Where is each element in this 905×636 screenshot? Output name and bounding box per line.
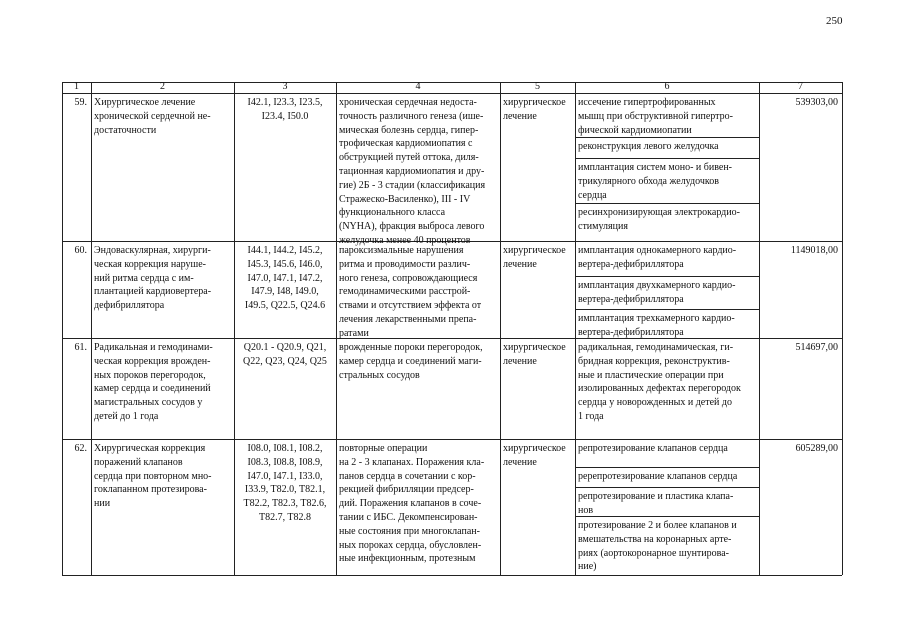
patient-model-line: мическая болезнь сердца, гипер-: [339, 124, 479, 136]
treatment-method-line: радикальная, гемодинамическая, ги-: [578, 342, 734, 353]
method-divider: [575, 276, 759, 277]
treatment-method-line: сердца: [578, 189, 607, 201]
treatment-method-line: мышц при обструктивной гипертро-: [578, 110, 733, 122]
method-divider: [575, 158, 759, 159]
patient-model-line: врожденные пороки перегородок,: [339, 342, 483, 353]
treatment-method-line: протезирование 2 и более клапанов и: [578, 520, 737, 531]
column-border: [575, 82, 576, 575]
patient-model-line: ных пороках сердца, обусловлен-: [339, 539, 482, 551]
treatment-type-line: хирургическое: [503, 443, 566, 454]
patient-model-line: ствами и отсутствием эффекта от: [339, 300, 482, 312]
column-header: 4: [415, 81, 421, 92]
treatment-method-line: нов: [578, 504, 594, 516]
care-type-line: нии: [94, 498, 111, 510]
patient-model-line: на 2 - 3 клапанах. Поражения кла-: [339, 456, 485, 468]
patient-model-line: ритма и проводимости различ-: [339, 258, 471, 270]
icd-code-line: Q22, Q23, Q24, Q25: [243, 355, 327, 367]
treatment-method-line: ние): [578, 561, 597, 573]
patient-model-line: панов сердца в сочетании с кор-: [339, 470, 476, 482]
treatment-method-line: имплантация систем моно- и бивен-: [578, 162, 732, 173]
care-type-line: камер сердца и соединений: [94, 383, 211, 395]
row-number: 60.: [74, 245, 87, 256]
icd-code-line: I49.5, Q22.5, Q24.6: [244, 300, 326, 312]
icd-code-line: Q20.1 - Q20.9, Q21,: [243, 342, 327, 353]
treatment-type-line: хирургическое: [503, 245, 566, 256]
treatment-method-line: репротезирование клапанов сердца: [578, 443, 728, 454]
treatment-method-line: трикулярного обхода желудочков: [578, 175, 719, 187]
patient-model-line: рекцией фибрилляции предсер-: [339, 484, 474, 496]
patient-model-line: Стражеско-Василенко), III - IV: [339, 193, 471, 205]
patient-model-line: камер сердца и соединений маги-: [339, 355, 482, 367]
column-border: [759, 82, 760, 575]
column-header: 6: [664, 81, 670, 92]
care-type-line: поражений клапанов: [94, 456, 183, 468]
icd-code-line: I42.1, I23.3, I23.5,: [247, 97, 323, 108]
care-type-line: ний ритма сердца с им-: [94, 272, 194, 284]
care-type-line: плантацией кардиовертера-: [94, 286, 212, 298]
treatment-method-line: бридная коррекция, реконструктив-: [578, 355, 730, 367]
care-type-line: ческая коррекция врожден-: [94, 355, 211, 367]
icd-code-line: I45.3, I45.6, I46.0,: [247, 258, 323, 270]
column-header: 7: [798, 81, 803, 92]
patient-model-line: тании с ИБС. Декомпенсирован-: [339, 512, 478, 523]
treatment-method-line: реконструкция левого желудочка: [578, 141, 719, 152]
icd-code-line: I47.0, I47.1, I33.0,: [247, 470, 323, 482]
treatment-type-line: хирургическое: [503, 97, 566, 108]
care-type-line: Эндоваскулярная, хирурги-: [94, 245, 211, 256]
treatment-method-line: фической кардиомиопатии: [578, 124, 692, 136]
care-type-line: хронической сердечной не-: [94, 110, 211, 122]
patient-model-line: повторные операции: [339, 443, 428, 454]
column-border: [842, 82, 843, 575]
care-type-line: Хирургическое лечение: [94, 97, 196, 108]
care-type-line: Хирургическая коррекция: [94, 443, 206, 454]
treatment-method-line: ресинхронизирующая электрокардио-: [578, 207, 740, 218]
treatment-method-line: 1 года: [578, 411, 604, 422]
patient-model-line: тационная кардиомиопатия и дру-: [339, 166, 485, 177]
icd-code-line: I08.3, I08.8, I08.9,: [247, 456, 323, 468]
icd-code-line: I08.0, I08.1, I08.2,: [247, 443, 323, 454]
icd-code-line: I23.4, I50.0: [261, 110, 309, 122]
medical-care-table: [62, 82, 842, 575]
patient-model-line: обструкцией путей оттока, диля-: [339, 152, 479, 164]
care-type-line: магистральных сосудов у: [94, 397, 203, 409]
icd-code-line: I44.1, I44.2, I45.2,: [247, 245, 323, 256]
row-number: 62.: [74, 443, 87, 454]
method-divider: [575, 309, 759, 310]
care-type-line: сердца при повторном мно-: [94, 470, 212, 482]
care-type-line: ных пороков перегородок,: [94, 369, 206, 381]
care-type-line: детей до 1 года: [94, 411, 159, 422]
page-number: 250: [826, 15, 843, 27]
column-header: 5: [535, 81, 540, 92]
care-type-line: достаточности: [94, 124, 157, 136]
care-type-line: ческая коррекция наруше-: [94, 258, 206, 270]
column-border: [234, 82, 235, 575]
row-border: [62, 575, 842, 576]
icd-code-line: I47.9, I48, I49.0,: [251, 286, 319, 298]
treatment-method-line: имплантация однокамерного кардио-: [578, 245, 737, 256]
icd-code-line: I33.9, T82.0, T82.1,: [244, 484, 326, 496]
treatment-type-line: лечение: [503, 456, 537, 468]
care-type-line: Радикальная и гемодинами-: [94, 342, 213, 353]
treatment-method-line: вертера-дефибриллятора: [578, 258, 684, 270]
patient-model-line: (NYHA), фракция выброса левого: [339, 221, 485, 233]
care-type-line: дефибриллятора: [94, 300, 165, 312]
method-divider: [575, 203, 759, 204]
treatment-method-line: имплантация трехкамерного кардио-: [578, 313, 735, 324]
patient-model-line: желудочка менее 40 процентов: [339, 235, 471, 246]
treatment-method-line: иссечение гипертрофированных: [578, 97, 716, 108]
treatment-method-line: вертера-дефибриллятора: [578, 326, 684, 338]
patient-model-line: ные инфекционным, протезным: [339, 553, 476, 565]
cost-value: 539303,00: [795, 97, 838, 108]
column-header: 1: [74, 81, 79, 92]
treatment-method-line: ререпротезирование клапанов сердца: [578, 471, 738, 482]
treatment-type-line: лечение: [503, 110, 537, 122]
patient-model-line: лечения лекарственными препа-: [339, 314, 477, 325]
patient-model-line: ратами: [339, 327, 369, 339]
column-border: [91, 82, 92, 575]
treatment-method-line: вмешательства на коронарных арте-: [578, 533, 732, 545]
patient-model-line: ного генеза, сопровождающиеся: [339, 272, 478, 284]
patient-model-line: стральных сосудов: [339, 369, 420, 381]
row-border: [62, 439, 842, 440]
treatment-method-line: стимуляция: [578, 220, 628, 232]
patient-model-line: гемодинамическими расстрой-: [339, 286, 471, 298]
row-number: 61.: [74, 342, 87, 353]
treatment-type-line: лечение: [503, 258, 537, 270]
column-header: 3: [282, 81, 288, 92]
treatment-method-line: сердца у новорожденных и детей до: [578, 397, 732, 409]
patient-model-line: хроническая сердечная недоста-: [339, 97, 477, 108]
column-border: [62, 82, 63, 575]
icd-code-line: T82.7, T82.8: [258, 512, 312, 523]
patient-model-line: дий. Поражения клапанов в соче-: [339, 498, 482, 510]
cost-value: 514697,00: [795, 342, 838, 353]
cost-value: 1149018,00: [790, 245, 838, 256]
method-divider: [575, 467, 759, 468]
treatment-method-line: изолированных дефектах перегородок: [578, 383, 741, 395]
method-divider: [575, 487, 759, 488]
treatment-type-line: хирургическое: [503, 342, 566, 353]
icd-code-line: I47.0, I47.1, I47.2,: [247, 272, 323, 284]
treatment-method-line: ные и пластические операции при: [578, 369, 724, 381]
treatment-method-line: имплантация двухкамерного кардио-: [578, 280, 736, 291]
treatment-type-line: лечение: [503, 355, 537, 367]
patient-model-line: трофическая кардиомиопатия с: [339, 138, 473, 150]
treatment-method-line: репротезирование и пластика клапа-: [578, 491, 734, 502]
treatment-method-line: вертера-дефибриллятора: [578, 293, 684, 305]
icd-code-line: T82.2, T82.3, T82.6,: [243, 498, 327, 510]
patient-model-line: гие) 2Б - 3 стадии (классификация: [339, 179, 486, 191]
patient-model-line: функционального класса: [339, 207, 446, 219]
column-border: [500, 82, 501, 575]
treatment-method-line: риях (аортокоронарное шунтирова-: [578, 547, 730, 559]
row-number: 59.: [74, 97, 87, 108]
patient-model-line: пароксизмальные нарушения: [339, 245, 464, 256]
column-border: [336, 82, 337, 575]
column-header: 2: [160, 81, 165, 92]
patient-model-line: ные состояния при многоклапан-: [339, 525, 480, 537]
care-type-line: гоклапанном протезирова-: [94, 484, 207, 496]
patient-model-line: точность различного генеза (ише-: [339, 110, 484, 122]
cost-value: 605289,00: [795, 443, 838, 454]
